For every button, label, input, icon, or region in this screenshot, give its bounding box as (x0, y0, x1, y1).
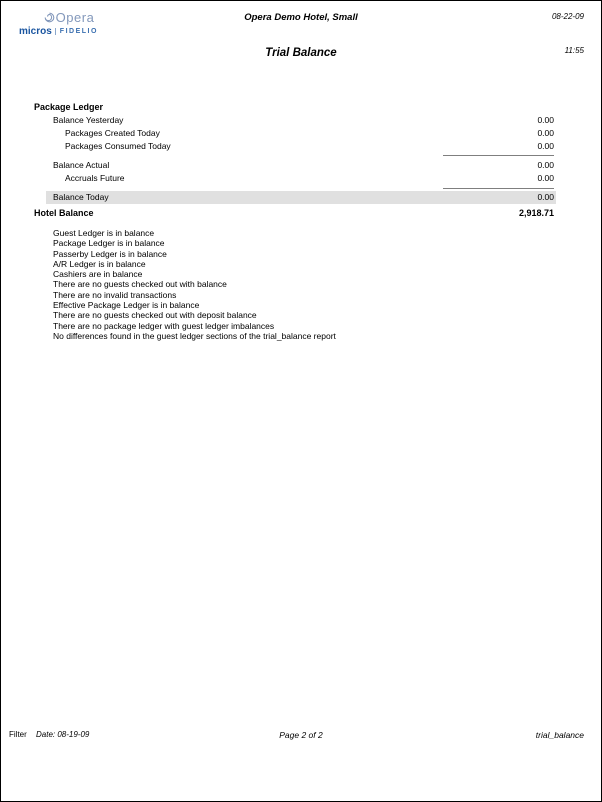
micros-fidelio-row (19, 26, 119, 37)
footer-date: Date: 08-19-09 (36, 730, 90, 739)
report-title: Trial Balance (265, 47, 337, 59)
balance-message: Passerby Ledger is in balance (53, 248, 167, 259)
balance-messages (53, 228, 336, 341)
section-title-package-ledger: Package Ledger (34, 102, 104, 112)
hotel-balance-label: Hotel Balance (34, 208, 94, 218)
ledger-row-accruals-future (46, 172, 556, 185)
balance-message: No differences found in the guest ledger sections of the trial_balance report (53, 330, 336, 341)
balance-message: There are no guests checked out with balance (53, 279, 227, 290)
row-label: Balance Yesterday (53, 115, 124, 125)
row-label: Packages Consumed Today (65, 141, 171, 151)
subtotal-rule (443, 155, 554, 156)
report-time: 11:55 (564, 46, 584, 55)
balance-message: There are no guests checked out with deposit balance (53, 310, 257, 321)
balance-message: Cashiers are in balance (53, 269, 143, 280)
row-value: 0.00 (537, 160, 554, 170)
row-label: Balance Today (53, 192, 109, 202)
footer-page-number: Page 2 of 2 (279, 730, 323, 740)
balance-message: A/R Ledger is in balance (53, 258, 146, 269)
opera-wordmark-text: Opera (55, 10, 95, 25)
balance-message: Guest Ledger is in balance (53, 228, 155, 238)
balance-message: Package Ledger is in balance (53, 238, 165, 249)
package-ledger-table (46, 114, 556, 204)
row-label: Packages Created Today (65, 128, 160, 138)
fidelio-wordmark: FIDELIO (55, 28, 98, 35)
micros-wordmark: micros (19, 26, 52, 37)
footer-filter-label: Filter (9, 730, 27, 739)
report-date: 08-22-09 (551, 12, 584, 21)
hotel-balance-row (34, 208, 554, 221)
row-value: 0.00 (537, 115, 554, 125)
row-value: 0.00 (537, 173, 554, 183)
hotel-name: Opera Demo Hotel, Small (244, 12, 358, 23)
balance-message: There are no package ledger with guest ledger imbalances (53, 320, 275, 331)
footer-report-name: trial_balance (535, 730, 584, 740)
row-label: Accruals Future (65, 173, 125, 183)
ledger-row-balance-yesterday (46, 114, 556, 127)
row-label: Balance Actual (53, 160, 110, 170)
subtotal-rule (443, 188, 554, 189)
ledger-row-balance-today (46, 191, 556, 204)
ledger-row-balance-actual (46, 159, 556, 172)
row-value: 0.00 (537, 128, 554, 138)
balance-message: Effective Package Ledger is in balance (53, 300, 200, 311)
ledger-row-packages-consumed-today (46, 140, 556, 153)
hotel-balance-value: 2,918.71 (518, 208, 554, 218)
ledger-row-packages-created-today (46, 127, 556, 140)
balance-message: There are no invalid transactions (53, 289, 177, 300)
row-value: 0.00 (537, 192, 554, 202)
row-value: 0.00 (537, 141, 554, 151)
